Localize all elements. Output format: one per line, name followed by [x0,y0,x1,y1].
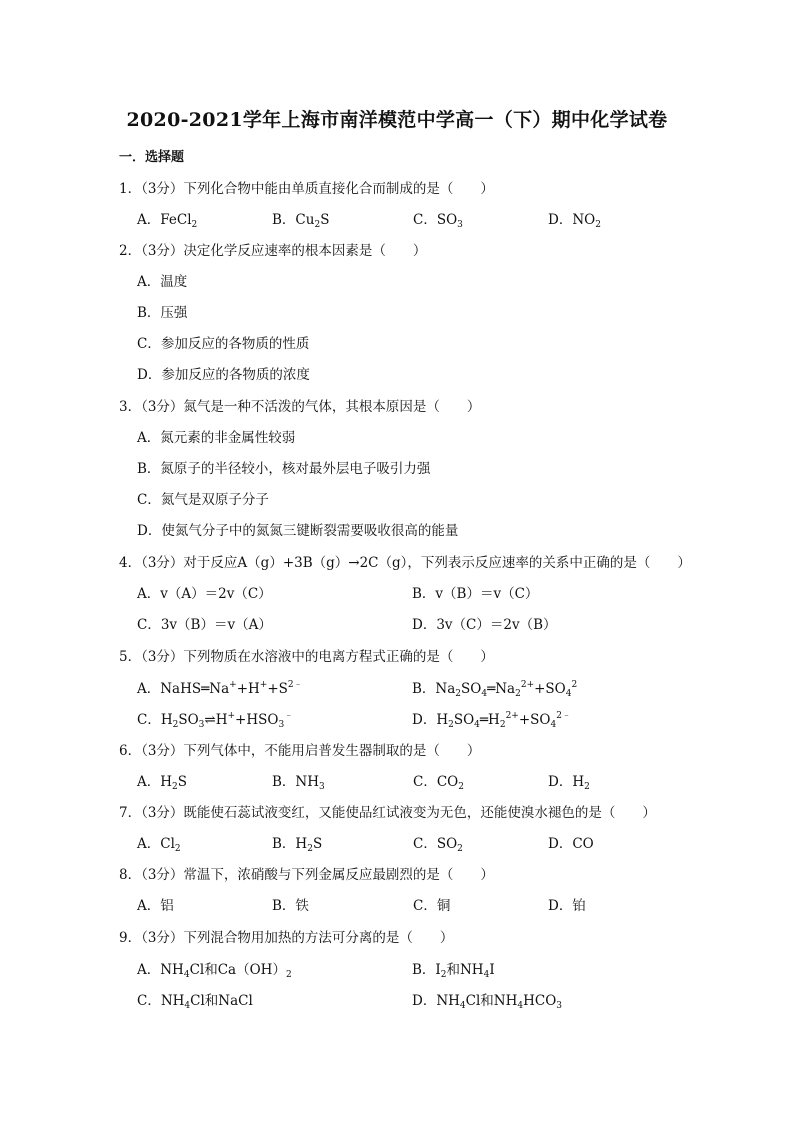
question-1-option-a: A．FeCl$_2$ [137,212,198,230]
question-2-option-c: C．参加反应的各物质的性质 [137,336,310,352]
question-8-stem: 8．（3分）常温下，浓硝酸与下列金属反应最剧烈的是（ ） [119,867,494,883]
question-6-option-a: A．$H_2S$ [137,774,188,792]
question-7-option-b: B．$H_2S$ [272,836,323,854]
question-1-option-d: D．$NO_2$ [548,212,601,230]
question-6-option-c: C．$CO_2$ [413,774,464,792]
question-8-option-a: A．铝 [137,898,174,914]
question-3-option-d: D．使氮气分子中的氮氮三键断裂需要吸收很高的能量 [137,523,459,539]
question-3-option-a: A．氮元素的非金属性较弱 [137,430,296,446]
question-2-option-d: D．参加反应的各物质的浓度 [137,367,310,383]
question-1-stem: 1．（3分）下列化合物中能由单质直接化合而制成的是（ ） [119,181,494,197]
question-8-option-b: B．铁 [272,898,309,914]
question-2-option-a: A．温度 [137,274,188,290]
question-8-option-d: D．铂 [548,898,586,914]
question-2-stem: 2．（3分）决定化学反应速率的根本因素是（ ） [119,243,427,259]
question-5-stem: 5．（3分）下列物质在水溶液中的电离方程式正确的是（ ） [119,649,494,665]
question-7-option-a: A．$Cl_2$ [137,836,181,854]
question-7-stem: 7．（3分）既能使石蕊试液变红，又能使品红试液变为无色，还能使溴水褪色的是（ ） [119,805,656,821]
question-4-stem: 4．（3分）对于反应A（g）+3B（g）→2C（g），下列表示反应速率的关系中正确的是（ ） [119,555,691,571]
question-1-option-b: B．$Cu_2S$ [272,212,330,230]
question-1-option-c: C．$SO_3$ [413,212,463,230]
question-5-option-d: D．$H_2SO_4═H_2^{2+}+SO_4^{2﹣}$ [412,711,571,730]
question-6-option-d: D．$H_2$ [548,774,590,792]
question-6-option-b: B．$NH_3$ [272,774,325,792]
question-6-stem: 6．（3分）下列气体中，不能用启普发生器制取的是（ ） [119,743,481,759]
question-3-option-b: B．氮原子的半径较小，核对最外层电子吸引力强 [137,461,431,477]
question-7-option-c: C．$SO_2$ [413,836,463,854]
question-5-option-c: C．$H_2SO_3\rightleftharpoons H^++HSO_3^﹣$ [137,711,294,730]
question-8-option-c: C．铜 [413,898,451,914]
section-heading: 一．选择题 [119,150,185,165]
question-3-option-c: C．氮气是双原子分子 [137,492,269,508]
question-5-option-b: B．$Na_2SO_4═Na_2^{2+}+SO_4^2$ [412,680,578,699]
question-2-option-b: B．压强 [137,305,188,321]
question-7-option-d: D．CO [548,836,594,852]
exam-title: 2020-2021学年上海市南洋模范中学高一（下）期中化学试卷 [126,109,668,131]
question-4-option-c: C．3v（B）＝v（A） [137,617,272,633]
question-4-option-b: B．v（B）＝v（C） [412,586,539,602]
question-9-option-b: B．$I_2$和$NH_4I$ [412,962,495,980]
question-4-option-a: A．v（A）＝2v（C） [137,586,272,602]
question-3-stem: 3．（3分）氮气是一种不活泼的气体，其根本原因是（ ） [119,399,481,415]
question-9-option-d: D．$NH_4Cl$和$NH_4HCO_3$ [412,993,563,1011]
question-9-stem: 9．（3分）下列混合物用加热的方法可分离的是（ ） [119,930,454,946]
question-5-option-a: A．$NaHS═Na^++H^++S^{2﹣}$ [137,680,303,697]
question-9-option-c: C．$NH_4Cl$和NaCl [137,993,253,1011]
question-4-option-d: D．3v（C）＝2v（B） [412,617,557,633]
question-9-option-a: A．$NH_4Cl$和$Ca(OH)_2$ [137,962,292,980]
